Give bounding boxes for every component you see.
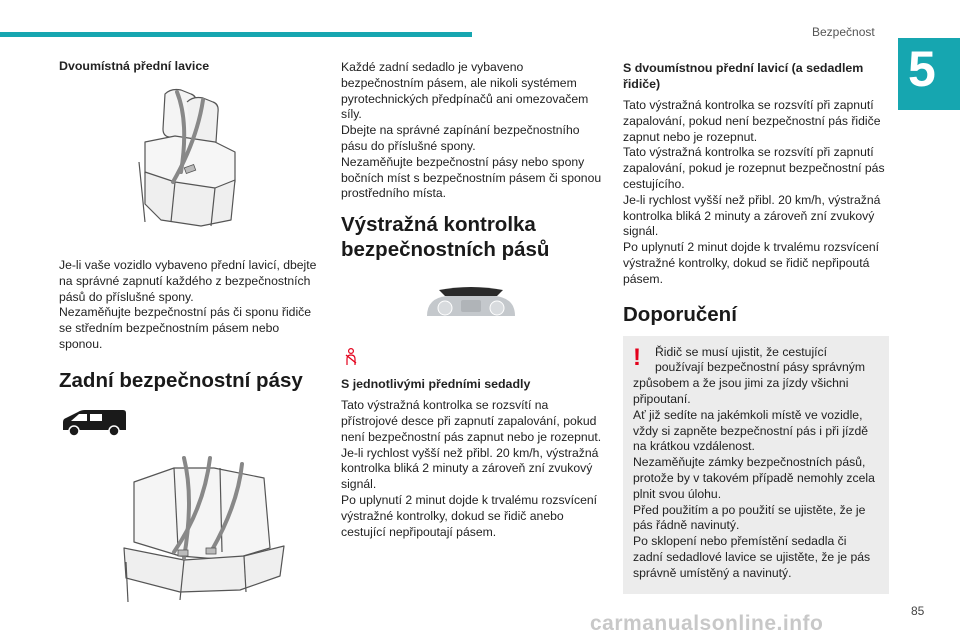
heading-front-bench: Dvoumístná přední lavice: [59, 59, 210, 73]
van-icon: [59, 408, 129, 438]
recommendation-text: Řidič se musí ujistit, že cestující používají bezpečnostní pásy správným způsobem a že jsou jimi za jízdy všichni připoutaní. Ať již sedíte na jakémkoli místě ve vozidle, vždy si zapněte bezpečnostní pás i při jízdě na krátkou vzdálenost. Nezaměňujte zámky bezpečnostních pásů, protože by v takovém případě nemohly zcela plnit svou úlohu. Před použitím a po použití se ujistěte, že je pás řádně navinutý. Po sklopení nebo přemístění sedadla či zadní sedadlové lavice se ujistěte, že je pás správně umístěný a navinutý.: [633, 344, 875, 580]
bench-text: Tato výstražná kontrolka se rozsvítí při zapnutí zapalování, pokud není bezpečnostní pás řidiče zapnut nebo je rozepnut. Tato výstražná kontrolka se rozsvítí při zapnutí zapalování, pokud je rozepnut bezpečnostní pás cestujícího. Je-li rychlost vyšší než přibl. 20 km/h, výstražná kontrolka bliká 2 minuty a zároveň zní zvukový signál. Po uplynutí 2 minut dojde k trvalému rozsvícení výstražné kontrolky, dokud se řidič nepřipoutá pásem.: [623, 98, 885, 286]
seatbelt-warning-icon: [343, 348, 359, 366]
exclamation-icon: !: [633, 343, 641, 371]
heading-single-seats: S jednotlivými předními sedadly: [341, 377, 531, 392]
column-2: [341, 60, 606, 540]
chapter-number: 5: [908, 41, 936, 97]
rear-seats-illustration: [114, 452, 294, 612]
seatbelt-bench-illustration: [125, 82, 255, 232]
column-3: [623, 60, 889, 594]
page-number: 85: [911, 604, 925, 618]
section-recommendations: Doporučení: [623, 302, 737, 326]
rear-belts-text: Každé zadní sedadlo je vybaveno bezpečnostním pásem, ale nikoli systémem pyrotechnických předpínačů ani omezovačem síly. Dbejte na správné zapínání bezpečnostního pásu do příslušné spony. Nezaměňujte bezpečnostní pásy nebo spony bočních míst s bezpečnostním pásem či sponou prostředního místa.: [341, 60, 602, 201]
watermark: carmanualsonline.info: [590, 612, 824, 635]
section-warning-light: Výstražná kontrolka bezpečnostních pásů: [341, 213, 550, 262]
section-rear-belts: Zadní bezpečnostní pásy: [59, 368, 303, 392]
single-seats-text: Tato výstražná kontrolka se rozsvítí na přístrojové desce při zapnutí zapalování, pokud není bezpečnostní pás zapnut nebo je rozepnut. Je-li rychlost vyšší než přibl. 20 km/h, výstražná kontrolka bliká 2 minuty a zároveň zní zvukový signál. Po uplynutí 2 minut dojde k trvalému rozsvícení výstražné kontrolky, dokud se řidič anebo cestující nepřipoutají pásem.: [341, 398, 602, 539]
heading-bench: S dvoumístnou přední lavicí (a sedadlem řidiče): [623, 61, 864, 91]
chapter-title: Bezpečnost: [812, 25, 875, 39]
instrument-cluster-icon: [423, 286, 519, 320]
recommendation-note: [623, 336, 889, 594]
column-1: [59, 58, 321, 612]
header-accent-bar: [0, 32, 472, 37]
front-bench-text: Je-li vaše vozidlo vybaveno přední lavicí, dbejte na správné zapnutí každého z bezpečnostních pásů do příslušné spony. Nezaměňujte bezpečnostní pás či sponu řidiče se středním bezpečnostním pásem nebo sponou.: [59, 258, 317, 351]
